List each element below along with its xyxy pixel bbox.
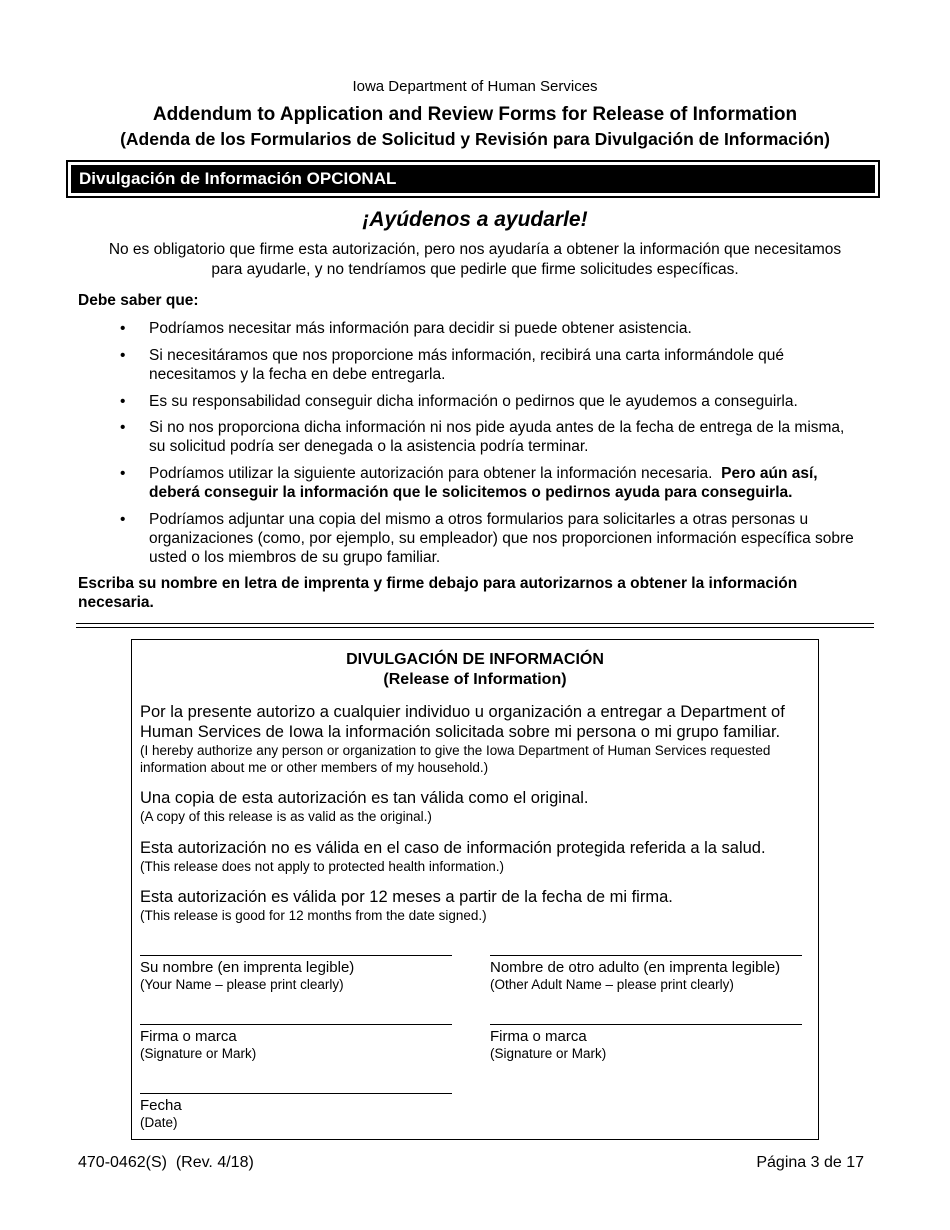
release-paragraph bbox=[140, 887, 810, 924]
list-item-text: Es su responsabilidad conseguir dicha información o pedirnos que le ayudemos a conseguirla. bbox=[149, 393, 798, 410]
notice-heading: Debe saber que: bbox=[78, 292, 199, 309]
your-name-label bbox=[140, 959, 452, 993]
list-item-text: Si necesitáramos que nos proporcione más información, recibirá una carta informándole qué necesitamos y la fecha en debe entregarla. bbox=[149, 347, 784, 383]
list-item-text: Podríamos adjuntar una copia del mismo a otros formularios para solicitarles a otras personas u organizaciones (como, por ejemplo, su empleador) que nos proporcionen información específica sobre usted o los miembros de su grupo familiar. bbox=[149, 511, 854, 566]
bullet-icon: • bbox=[120, 347, 126, 364]
your-name-label-es: Su nombre (en imprenta legible) bbox=[140, 959, 355, 976]
form-number: 470-0462(S) (Rev. 4/18) bbox=[78, 1154, 254, 1171]
your-name-field[interactable] bbox=[140, 955, 452, 993]
release-title-es: DIVULGACIÓN DE INFORMACIÓN bbox=[346, 651, 604, 668]
paragraph-es: Esta autorización es válida por 12 meses a partir de la fecha de mi firma. bbox=[140, 888, 673, 906]
bullet-icon: • bbox=[120, 320, 126, 337]
bullet-icon: • bbox=[120, 465, 126, 482]
release-title bbox=[131, 650, 819, 690]
other-signature-label-en: (Signature or Mark) bbox=[490, 1046, 607, 1061]
bullet-icon: • bbox=[120, 511, 126, 528]
list-item-text-bold: Pero aún así, deberá conseguir la información que le solicitemos o pedirnos ayuda para conseguirla. bbox=[149, 465, 818, 501]
release-paragraph bbox=[140, 788, 810, 825]
divider bbox=[76, 623, 874, 624]
signature-label bbox=[140, 1028, 452, 1062]
slogan: ¡Ayúdenos a ayudarle! bbox=[362, 208, 588, 231]
release-title-en: (Release of Information) bbox=[383, 671, 567, 688]
other-signature-line[interactable] bbox=[490, 1024, 802, 1025]
date-field[interactable] bbox=[140, 1093, 452, 1131]
other-adult-name-label-en: (Other Adult Name – please print clearly) bbox=[490, 977, 734, 992]
list-item-text: Si no nos proporciona dicha información ni nos pide ayuda antes de la fecha de entrega de la misma, su solicitud podría ser denegada o la asistencia podría terminar. bbox=[149, 419, 845, 455]
paragraph-en: (A copy of this release is as valid as the original.) bbox=[140, 809, 432, 824]
other-adult-name-field[interactable] bbox=[490, 955, 802, 993]
your-name-line[interactable] bbox=[140, 955, 452, 956]
bullet-icon: • bbox=[120, 419, 126, 436]
paragraph-en: (This release does not apply to protected health information.) bbox=[140, 859, 504, 874]
paragraph-en: (This release is good for 12 months from the date signed.) bbox=[140, 908, 487, 923]
signature-line[interactable] bbox=[140, 1024, 452, 1025]
section-banner-label: Divulgación de Información OPCIONAL bbox=[71, 165, 875, 193]
other-signature-field[interactable] bbox=[490, 1024, 802, 1062]
date-label-es: Fecha bbox=[140, 1097, 182, 1114]
list-item-text-regular: Podríamos utilizar la siguiente autorización para obtener la información necesaria. bbox=[149, 465, 713, 482]
signature-label-es: Firma o marca bbox=[140, 1028, 237, 1045]
release-paragraph bbox=[140, 702, 810, 776]
bullet-icon: • bbox=[120, 393, 126, 410]
paragraph-en: (I hereby authorize any person or organization to give the Iowa Department of Human Services requested information about me or other members of my household.) bbox=[140, 743, 771, 775]
date-label bbox=[140, 1097, 452, 1131]
page-subtitle: (Adenda de los Formularios de Solicitud y Revisión para Divulgación de Información) bbox=[120, 129, 830, 149]
release-paragraph bbox=[140, 838, 810, 875]
section-banner bbox=[66, 160, 880, 198]
intro-text: No es obligatorio que firme esta autorización, pero nos ayudaría a obtener la información que necesitamos para ayudarle, y no tendríamos que pedirle que firme solicitudes específicas. bbox=[108, 241, 842, 278]
other-signature-label-es: Firma o marca bbox=[490, 1028, 587, 1045]
other-adult-name-line[interactable] bbox=[490, 955, 802, 956]
other-adult-name-label bbox=[490, 959, 802, 993]
paragraph-es: Una copia de esta autorización es tan válida como el original. bbox=[140, 789, 589, 807]
date-label-en: (Date) bbox=[140, 1115, 178, 1130]
list-item-text bbox=[149, 464, 859, 502]
paragraph-es: Por la presente autorizo a cualquier individuo u organización a entregar a Department of Human Services de Iowa la información solicitada sobre mi persona o mi grupo familiar. bbox=[140, 703, 785, 741]
signature-field[interactable] bbox=[140, 1024, 452, 1062]
signature-label-en: (Signature or Mark) bbox=[140, 1046, 257, 1061]
page-title: Addendum to Application and Review Forms for Release of Information bbox=[152, 104, 798, 125]
agency-name: Iowa Department of Human Services bbox=[352, 78, 598, 95]
page-number: Página 3 de 17 bbox=[756, 1154, 864, 1171]
paragraph-es: Esta autorización no es válida en el caso de información protegida referida a la salud. bbox=[140, 839, 766, 857]
other-signature-label bbox=[490, 1028, 802, 1062]
date-line[interactable] bbox=[140, 1093, 452, 1094]
other-adult-name-label-es: Nombre de otro adulto (en imprenta legible) bbox=[490, 959, 781, 976]
list-item-text: Podríamos necesitar más información para decidir si puede obtener asistencia. bbox=[149, 320, 692, 337]
your-name-label-en: (Your Name – please print clearly) bbox=[140, 977, 344, 992]
divider bbox=[76, 627, 874, 628]
closing-instruction: Escriba su nombre en letra de imprenta y firme debajo para autorizarnos a obtener la información necesaria. bbox=[78, 575, 798, 611]
